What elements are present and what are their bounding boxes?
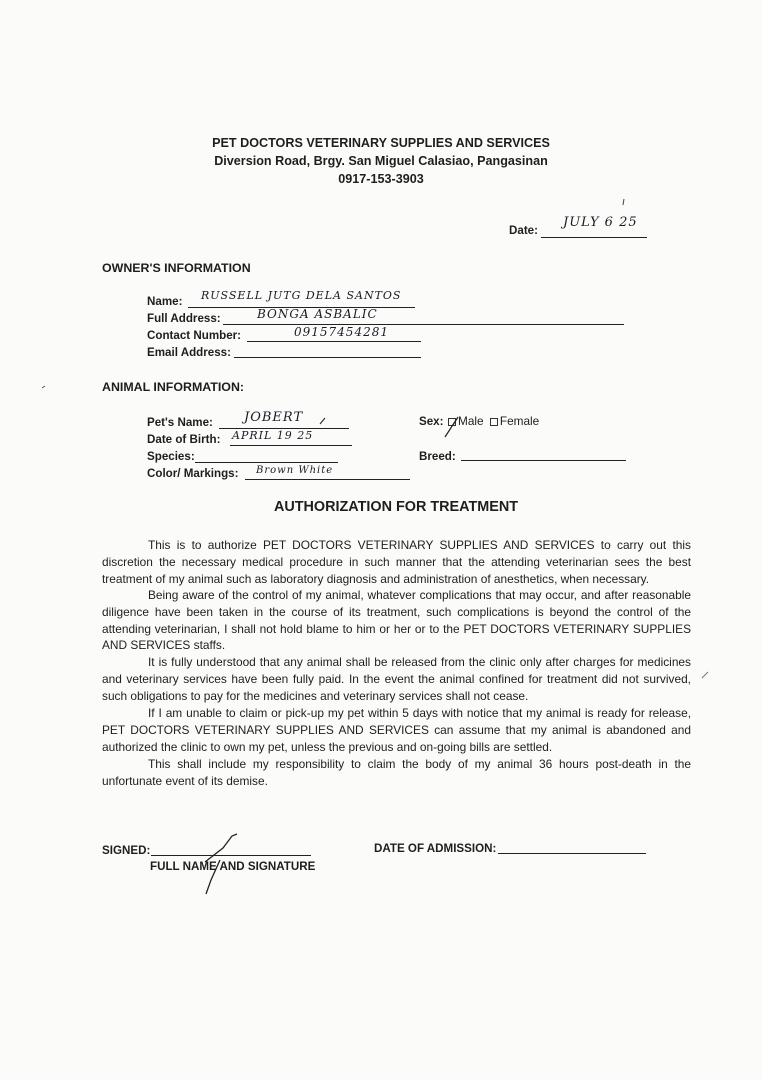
clinic-name: PET DOCTORS VETERINARY SUPPLIES AND SERVICES (212, 136, 550, 150)
date-label: Date: (509, 224, 538, 237)
animal-section-heading: ANIMAL INFORMATION: (102, 380, 245, 394)
stray-mark-2 (42, 386, 45, 388)
sex-female-label: Female (499, 414, 540, 428)
authorization-title: AUTHORIZATION FOR TREATMENT (273, 499, 519, 515)
auth-paragraph-2: Being aware of the control of my animal, whatever complications that may occur, and after reasonable diligence have been taken in the course of its treatment, such complications is beyond the control of the attending veterinarian, I shall not hold blame to him or her or to the PET DOCTORS VETERINARY SUPPLIES AND SERVICES staffs. (102, 588, 691, 653)
dob-value[interactable]: APRIL 19 25 (232, 429, 314, 442)
sex-label: Sex: (419, 415, 444, 428)
auth-paragraph-1: This is to authorize PET DOCTORS VETERINARY SUPPLIES AND SERVICES to carry out this discretion the necessary medical procedure in such manner that the attending veterinarian sees the best treatment of my animal such as laboratory diagnosis and administration of anesthetics, when necessary. (102, 538, 691, 586)
pet-name-tick (320, 418, 325, 424)
clinic-address: Diversion Road, Brgy. San Miguel Calasiao, Pangasinan (214, 154, 548, 168)
auth-paragraph-3: It is fully understood that any animal shall be released from the clinic only after charges for medicines and veterinary services have been fully paid. In the event the animal confined for treatment did not survived, such obligations to pay for the medicines and veterinary services shall not cease. (102, 655, 691, 703)
signed-label: SIGNED: (102, 844, 151, 857)
owner-name-value[interactable]: RUSSELL JUTG DELA SANTOS (201, 289, 402, 302)
auth-paragraph-4: If I am unable to claim or pick-up my pet within 5 days with notice that my animal is ready for release, PET DOCTORS VETERINARY SUPPLIES AND SERVICES can assume that my animal is abandoned and authorized the clinic to own my pet, unless the previous and on-going bills are settled. (102, 706, 691, 754)
owner-address-value[interactable]: BONGA ASBALIC (257, 307, 378, 321)
pet-name-value[interactable]: JOBERT (244, 410, 304, 425)
pet-name-label: Pet's Name: (147, 416, 213, 429)
auth-paragraph-5: This shall include my responsibility to claim the body of my animal 36 hours post-death in the unfortunate event of its demise. (102, 757, 691, 788)
owner-name-label: Name: (147, 295, 183, 308)
breed-label: Breed: (419, 450, 456, 463)
owner-address-label: Full Address: (147, 312, 221, 325)
stray-mark-3 (702, 672, 708, 678)
sex-male-label: Male (458, 414, 484, 428)
owner-email-label: Email Address: (147, 346, 231, 359)
admission-date-label: DATE OF ADMISSION: (374, 842, 497, 855)
color-label: Color/ Markings: (147, 467, 239, 480)
owner-contact-value[interactable]: 09157454281 (294, 325, 389, 339)
species-label: Species: (147, 450, 195, 463)
dob-label: Date of Birth: (147, 433, 221, 446)
color-value[interactable]: Brown White (256, 465, 334, 476)
stray-mark-1 (623, 199, 624, 205)
clinic-phone: 0917-153-3903 (338, 172, 424, 186)
owner-contact-label: Contact Number: (147, 329, 242, 342)
signature-sub-label: FULL NAME AND SIGNATURE (150, 860, 316, 873)
date-value[interactable]: JULY 6 25 (563, 215, 638, 230)
signature-mark (205, 834, 237, 894)
sex-check-mark (445, 417, 458, 437)
owner-section-heading: OWNER'S INFORMATION (102, 261, 251, 275)
